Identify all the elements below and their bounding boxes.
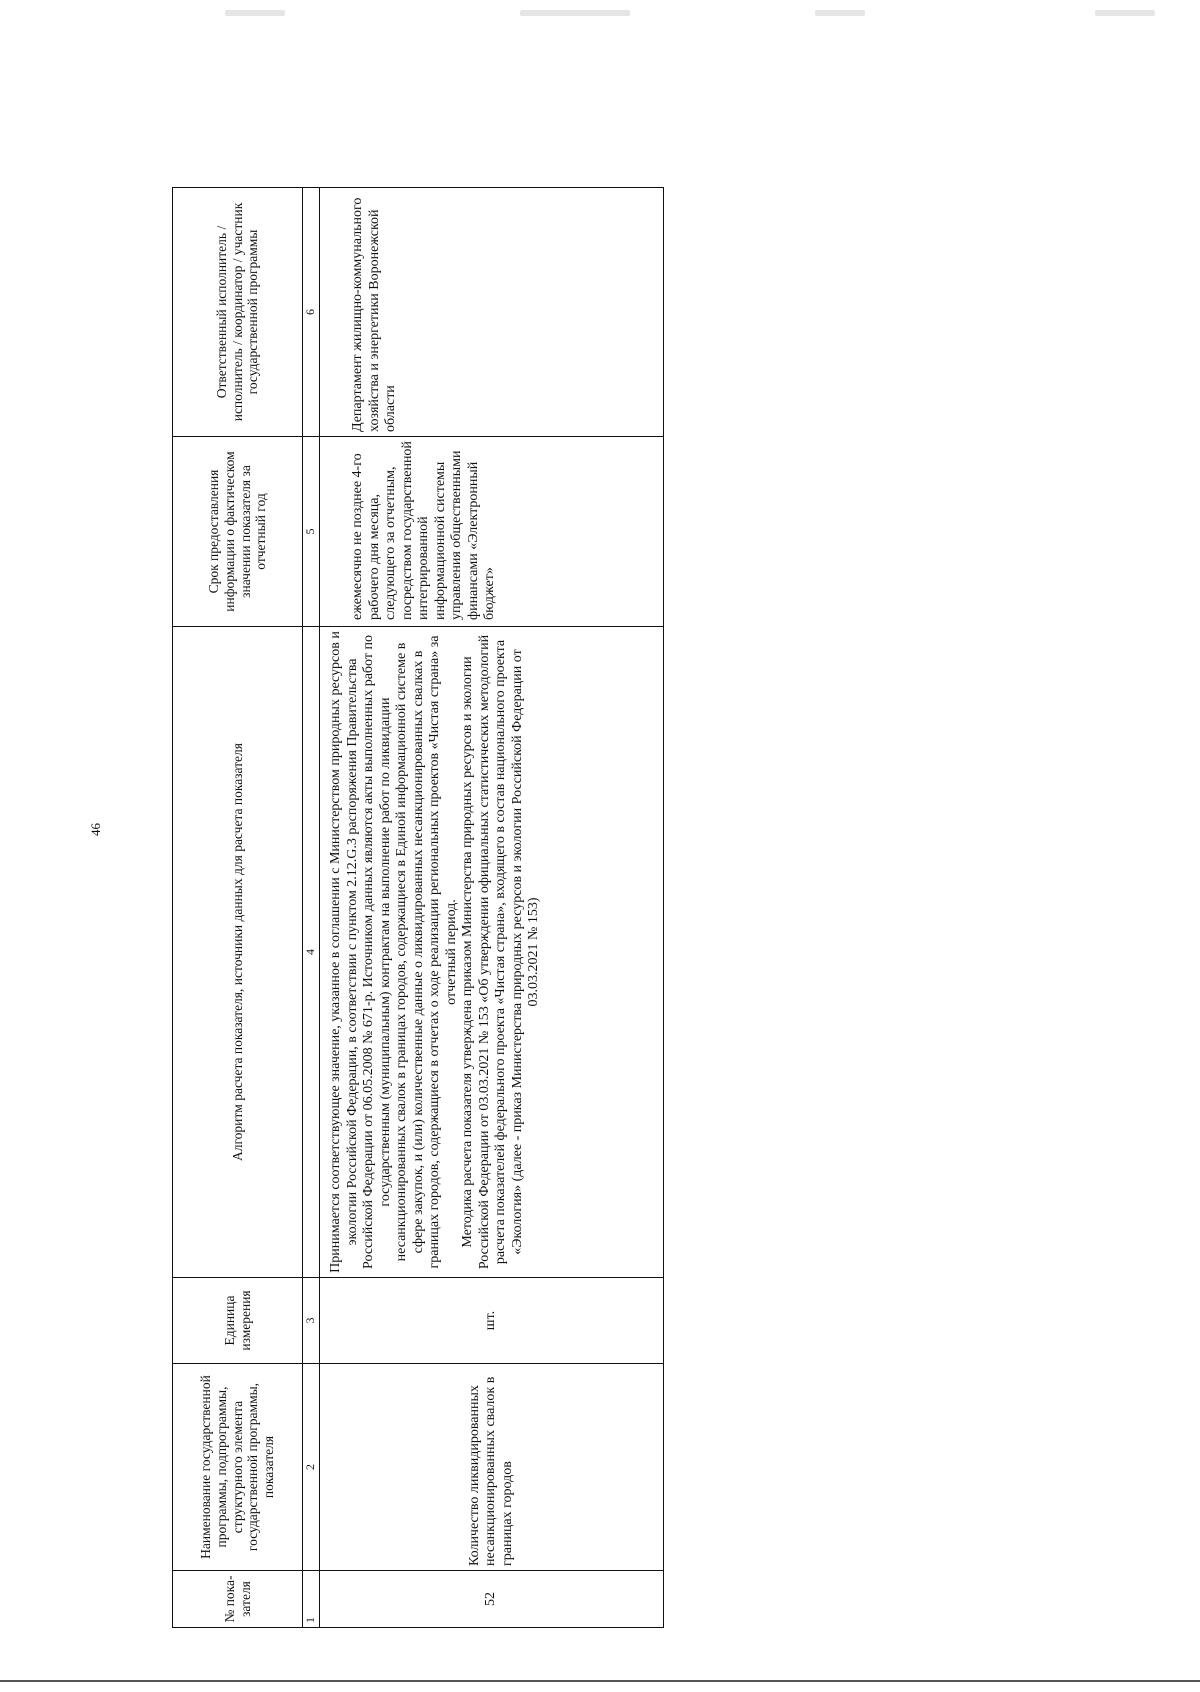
algorithm-paragraph-1: Принимается соответствующее значение, указанное в соглашении с Министерством природных ресурсов и экологии Российской Федерации, в соответствии с пунктом 2.12.G.3 распоряжения Правительства Российской Федерации от 06.05.2008 № 671-р. Источником данных являются акты выполненных работ по государственным (муниципальным) контрактам на выполнение работ по ликвидации несанкционированных свалок в границах городов, содержащиеся в Единой информационной системе в сфере закупок, и (или) количественные данные о ликвидированных несанкционированных свалках в границах городов, содержащиеся в отчетах о ходе реализации региональных проектов «Чистая страна» за отчетный период. [328, 631, 459, 1273]
column-number: 5 [303, 437, 320, 627]
scan-noise [815, 10, 865, 16]
responsible-cell: Департамент жилищно-коммунального хозяйства и энергетики Воронежской области [320, 188, 664, 437]
algorithm-cell [320, 627, 664, 1278]
column-number: 1 [303, 1571, 320, 1628]
header-deadline: Срок предоставления информации о фактическом значении показателя за отчетный год [173, 437, 303, 627]
algorithm-paragraph-2: Методика расчета показателя утверждена приказом Министерства природных ресурсов и экологии Российской Федерации от 03.03.2021 № 153 «Об утверждении официальных статистических методологий расчета показателей федерального проекта «Чистая страна», входящего в состав национального проекта «Экология» (далее - приказ Министерства природных ресурсов и экологии Российской Федерации от 03.03.2021 № 153) [460, 634, 542, 1270]
unit-value: шт. [320, 1278, 664, 1364]
column-number: 4 [303, 627, 320, 1278]
header-indicator-name: Наименование государственной программы, подпрограммы, структурного элемента государственной программы, показателя [173, 1364, 303, 1571]
scan-noise [225, 10, 285, 16]
column-number: 6 [303, 188, 320, 437]
scan-noise [520, 10, 630, 16]
deadline-cell: ежемесячно не позднее 4-го рабочего дня месяца, следующего за отчетным, посредством государственной интегрированной информационной системы управления общественными финансами «Электронный бюджет» [320, 437, 664, 627]
column-number: 3 [303, 1278, 320, 1364]
bottom-rule [0, 1680, 1200, 1682]
rotated-table-wrapper [172, 188, 664, 1628]
scan-noise [1095, 10, 1155, 16]
header-row [173, 188, 303, 1628]
header-algorithm: Алгоритм расчета показателя, источники данных для расчета показателя [173, 627, 303, 1278]
header-responsible: Ответственный исполнитель / исполнитель / координатор / участник государственной программы [173, 188, 303, 437]
header-unit: Единица измерения [173, 1278, 303, 1364]
page-number: 46 [88, 823, 103, 836]
indicator-table [172, 187, 664, 1628]
header-indicator-number: № пока-зателя [173, 1571, 303, 1628]
table-row [320, 188, 664, 1628]
row-number: 52 [320, 1571, 664, 1628]
column-number-row [303, 188, 320, 1628]
column-number: 2 [303, 1364, 320, 1571]
indicator-name: Количество ликвидированных несанкционированных свалок в границах городов [320, 1364, 664, 1571]
